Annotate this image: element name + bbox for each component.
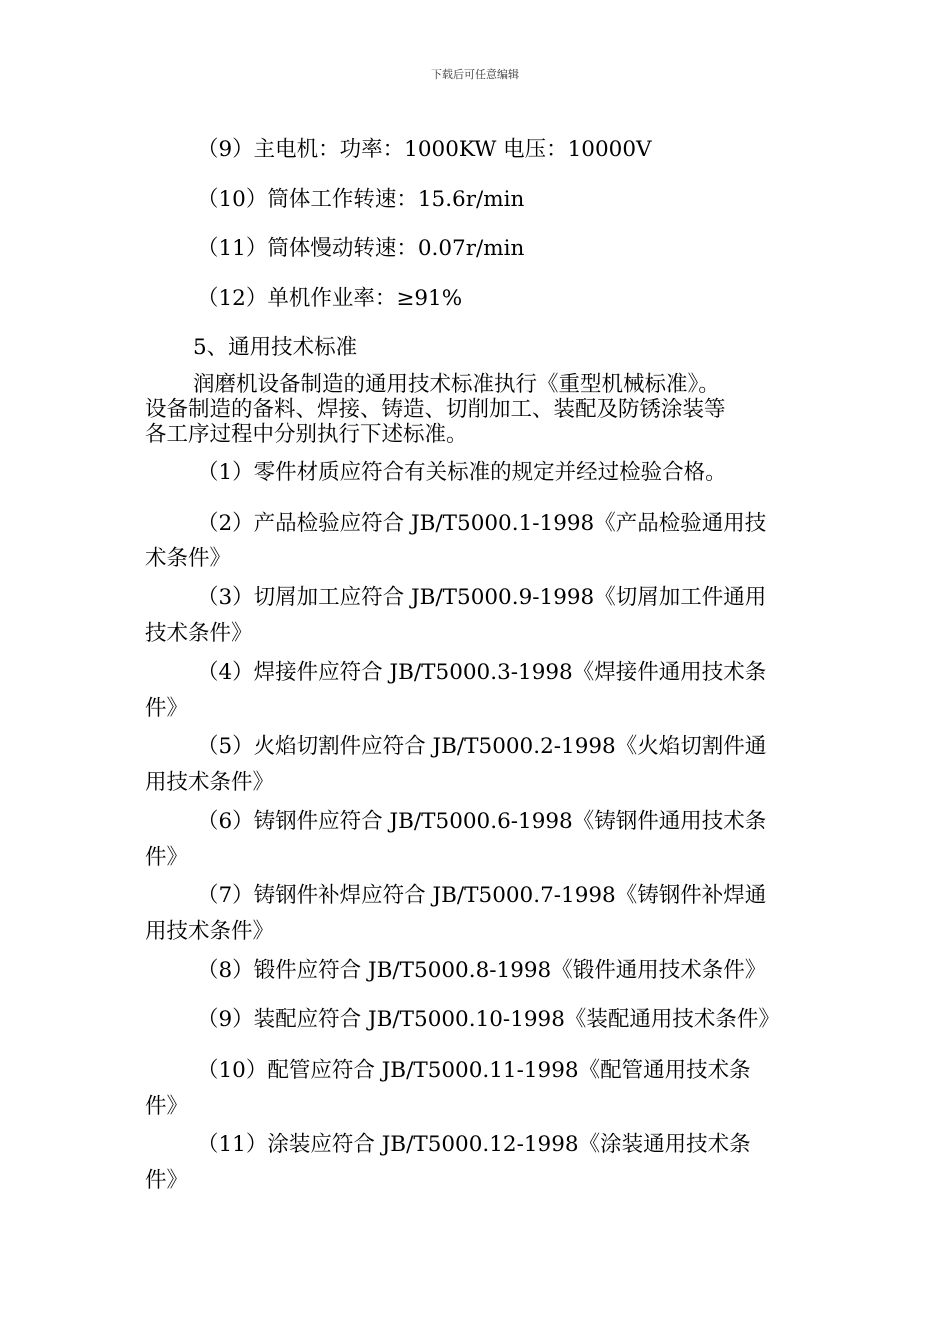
standard-item-cont: 技术条件》: [145, 621, 253, 646]
standard-item: （8）锻件应符合 JB/T5000.8-1998《锻件通用技术条件》: [197, 958, 767, 983]
standard-item: （11）涂装应符合 JB/T5000.12-1998《涂装通用技术条: [197, 1132, 751, 1157]
paragraph-line: 各工序过程中分别执行下述标准。: [145, 422, 468, 447]
standard-item: （2）产品检验应符合 JB/T5000.1-1998《产品检验通用技: [197, 511, 767, 536]
standard-item-cont: 件》: [145, 845, 189, 870]
standard-item-cont: 术条件》: [145, 546, 232, 571]
standard-item: （10）配管应符合 JB/T5000.11-1998《配管通用技术条: [197, 1058, 751, 1083]
spec-line-work-speed: （10）筒体工作转速：15.6r/min: [197, 187, 525, 212]
section-heading: 5、通用技术标准: [193, 335, 358, 360]
spec-line-operation-rate: （12）单机作业率：≥91%: [197, 286, 463, 311]
standard-item: （6）铸钢件应符合 JB/T5000.6-1998《铸钢件通用技术条: [197, 809, 767, 834]
standard-item: （1）零件材质应符合有关标准的规定并经过检验合格。: [197, 460, 727, 485]
page-header: 下载后可任意编辑: [431, 68, 519, 81]
paragraph-line: 润磨机设备制造的通用技术标准执行《重型机械标准》。: [193, 372, 720, 397]
standard-item-cont: 用技术条件》: [145, 770, 275, 795]
standard-item-cont: 件》: [145, 696, 189, 721]
standard-item-cont: 件》: [145, 1168, 189, 1193]
standard-item-cont: 件》: [145, 1094, 189, 1119]
standard-item-cont: 用技术条件》: [145, 919, 275, 944]
spec-line-motor: （9）主电机：功率：1000KW 电压：10000V: [197, 137, 652, 162]
standard-item: （5）火焰切割件应符合 JB/T5000.2-1998《火焰切割件通: [197, 734, 767, 759]
standard-item: （4）焊接件应符合 JB/T5000.3-1998《焊接件通用技术条: [197, 660, 767, 685]
paragraph-line: 设备制造的备料、焊接、铸造、切削加工、装配及防锈涂装等: [145, 397, 726, 422]
standard-item: （3）切屑加工应符合 JB/T5000.9-1998《切屑加工件通用: [197, 585, 767, 610]
standard-item: （9）装配应符合 JB/T5000.10-1998《装配通用技术条件》: [197, 1007, 780, 1032]
spec-line-slow-speed: （11）筒体慢动转速：0.07r/min: [197, 236, 525, 261]
standard-item: （7）铸钢件补焊应符合 JB/T5000.7-1998《铸钢件补焊通: [197, 883, 767, 908]
